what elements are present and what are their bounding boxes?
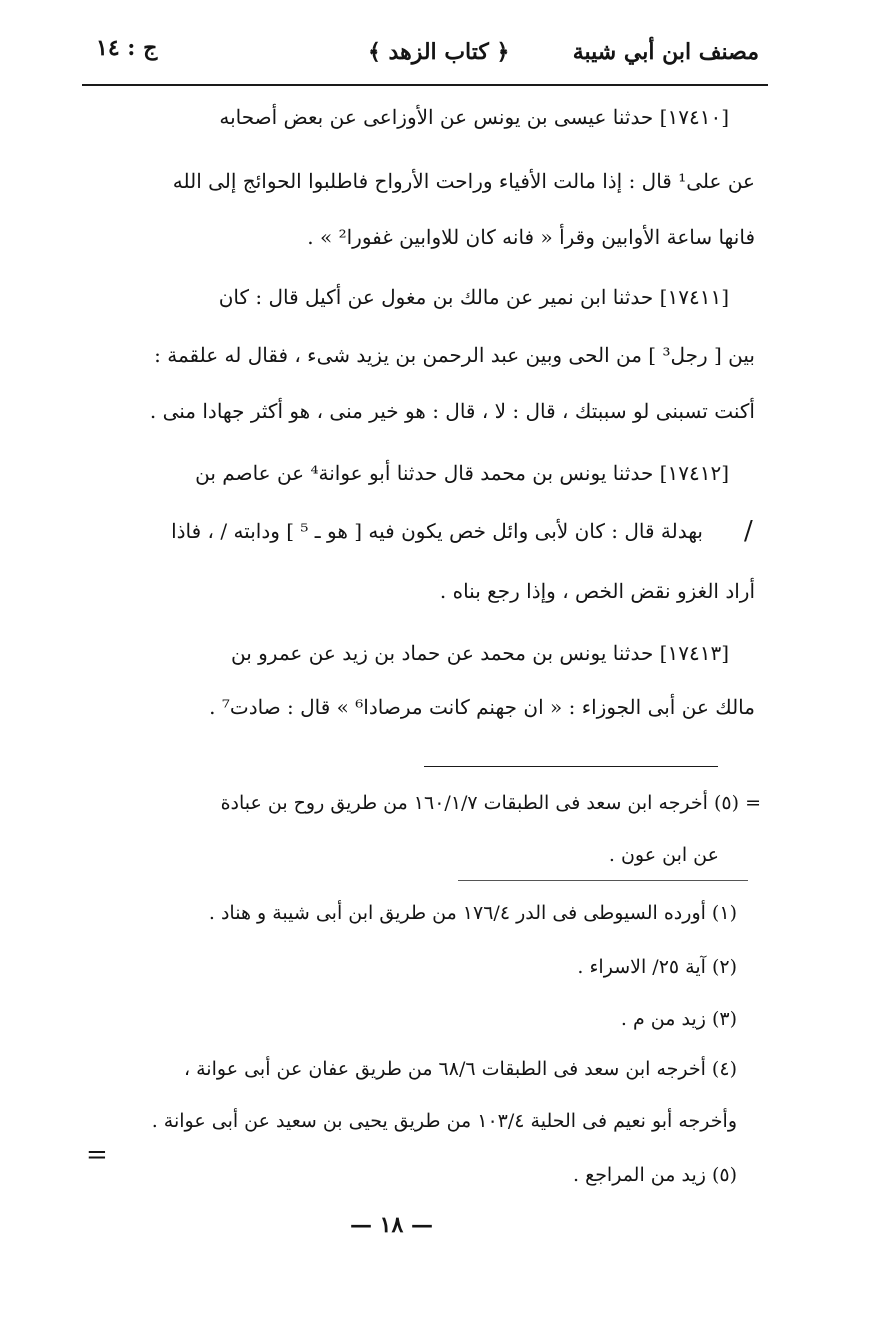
chapter-title: ﴿ كتاب الزهد ﴾ xyxy=(368,39,510,65)
hadith-17411-line-3: أكنت تسبنى لو سببتك ، قال : لا ، قال : هو خير منى ، هو أكثر جهادا منى . xyxy=(149,399,755,423)
footnote-1: (١) أورده السيوطى فى الدر ١٧٦/٤ من طريق ابن أبى شيبة و هناد . xyxy=(208,902,737,924)
book-title: مصنف ابن أبي شيبة xyxy=(572,39,759,65)
continuation-mark: = xyxy=(86,1140,108,1170)
hadith-17411-line-1: [١٧٤١١] حدثنا ابن نمير عن مالك بن مغول عن أكيل قال : كان xyxy=(218,285,729,309)
hadith-17413-line-2: مالك عن أبى الجوزاء : « ان جهنم كانت مرصادا⁶ » قال : صادت⁷ . xyxy=(209,695,755,719)
hadith-17410-line-3: فانها ساعة الأوابين وقرأ « فانه كان للاوابين غفورا² » . xyxy=(307,225,755,249)
hadith-17411-line-2: بين [ رجل³ ] من الحى وبين عبد الرحمن بن يزيد شىء ، فقال له علقمة : xyxy=(154,343,755,367)
footnote-separator-long xyxy=(458,880,748,881)
footnote-5: (٥) زيد من المراجع . xyxy=(573,1164,737,1186)
volume-label: ج : ١٤ xyxy=(96,35,158,61)
footnote-separator-short xyxy=(424,766,718,767)
footnote-4-line-2: وأخرجه أبو نعيم فى الحلية ١٠٣/٤ من طريق يحيى بن سعيد عن أبى عوانة . xyxy=(151,1110,737,1132)
hadith-17410-line-2: عن على¹ قال : إذا مالت الأفياء وراحت الأرواح فاطلبوا الحوائج إلى الله xyxy=(172,169,755,193)
footnote-2: (٢) آية ٢٥/ الاسراء . xyxy=(577,956,737,978)
hadith-17413-line-1: [١٧٤١٣] حدثنا يونس بن محمد عن حماد بن زيد عن عمرو بن xyxy=(231,641,729,665)
hadith-17412-line-1: [١٧٤١٢] حدثنا يونس بن محمد قال حدثنا أبو عوانة⁴ عن عاصم بن xyxy=(195,461,729,485)
hadith-17412-line-2: بهدلة قال : كان لأبى وائل خص يكون فيه [ هو ـ ⁵ ] ودابته / ، فاذا xyxy=(171,519,703,543)
continued-footnote-line-2: عن ابن عون . xyxy=(608,844,719,866)
continued-footnote-line-1: = (٥) أخرجه ابن سعد فى الطبقات ١٦٠/١/٧ من طريق روح بن عبادة xyxy=(220,792,761,814)
footnote-4-line-1: (٤) أخرجه ابن سعد فى الطبقات ٦٨/٦ من طريق عفان عن أبى عوانة ، xyxy=(183,1058,737,1080)
footnote-3: (٣) زيد من م . xyxy=(620,1008,737,1030)
margin-slash-mark: / xyxy=(744,516,753,546)
hadith-17410-line-1: [١٧٤١٠] حدثنا عيسى بن يونس عن الأوزاعى عن بعض أصحابه xyxy=(219,105,729,129)
page-number: — ١٨ — xyxy=(350,1212,433,1238)
hadith-17412-line-3: أراد الغزو نقض الخص ، وإذا رجع بناه . xyxy=(439,579,755,603)
header-rule xyxy=(82,84,768,86)
